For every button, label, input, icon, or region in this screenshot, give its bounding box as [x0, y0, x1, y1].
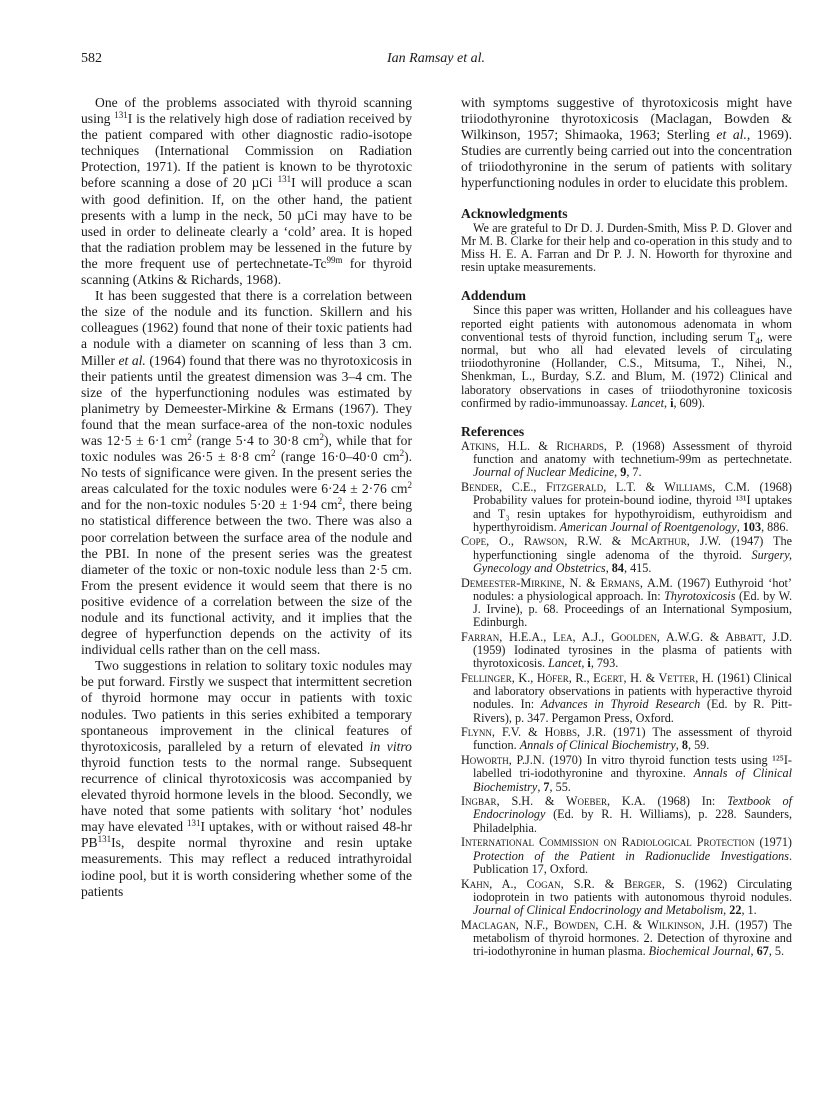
acknowledgments-section	[461, 222, 792, 275]
right-column	[461, 95, 792, 960]
reference-pages: , 793.	[590, 656, 619, 671]
paragraph-suggestions: Two suggestions in relation to solitary toxic nodules may be put forward. Firstly we suspect that intermittent secretion of thyroid hormone may occur in patients with toxic nodules. Two patients in this series exhibited a temporary spontaneous improvement in the clinical features of thyrotoxicosis, paralleled by a return of elevated in vitro thyroid function tests to the normal range. Subsequent recurrence of clinical thyrotoxicosis was accompanied by elevated thyroid hormone levels in the blood. Secondly, we have noted that some patients with solitary ‘hot’ nodules may have elevated $^{131}$I uptakes, with or without raised 48-hr PB$^{131}$Is, despite normal thyroxine and resin uptake measurements. This may reflect a reduced intrathyroidal iodine pool, but it is worth considering whether some of the patients	[81, 658, 412, 899]
reference-authors: Bender, C.E., Fitzgerald, L.T. & Williams, C.M.	[461, 480, 750, 495]
page-number: 582	[81, 51, 102, 66]
reference-item	[461, 836, 792, 876]
reference-pages: , 415.	[623, 560, 652, 575]
reference-volume: 8	[681, 738, 688, 753]
reference-journal: Thyrotoxicosis	[664, 588, 736, 603]
reference-title: (1957) The metabolism of thyroid hormones. 2. Detection of thyroxine and tri-iodothyronine in human plasma.	[473, 917, 792, 959]
references-list	[461, 440, 792, 958]
reference-authors: Maclagan, N.F., Bowden, C.H. & Wilkinson, J.H.	[461, 917, 730, 932]
paragraph-radiation-dose: One of the problems associated with thyroid scanning using $^{131}$I is the relatively high dose of radiation received by the patient compared with other diagnostic radio-isotope techniques (International Commission on Radiation Protection, 1971). If the patient is known to be thyrotoxic before scanning a dose of 20 µCi $^{131}$I will produce a scan with good definition. If, on the other hand, the patient presents with a lump in the neck, 50 µCi may have to be used in order to delineate clearly a ‘cold’ area. It is hoped that the radiation problem may be lessened in the future by the more frequent use of pertechnetate-$Tc^{99m}$ for thyroid scanning (Atkins & Richards, 1968).	[81, 95, 412, 288]
reference-journal: Surgery, Gynecology and Obstetrics	[473, 547, 792, 575]
reference-item: Cope, O., Rawson, R.W. & McArthur, J.W. (1947) The hyperfunctioning single adenoma of the thyroid. Surgery, Gynecology and Obstetrics, 84, 415.	[461, 534, 792, 575]
reference-journal: Protection of the Patient in Radionuclide Investigations	[473, 848, 789, 863]
reference-authors: Atkins, H.L. & Richards, P.	[461, 439, 624, 453]
reference-volume: 84	[611, 560, 624, 575]
reference-authors: Flynn, F.V. & Hobbs, J.R.	[461, 725, 607, 740]
reference-pages: , 1.	[741, 902, 757, 917]
reference-journal: Annals of Clinical Biochemistry	[519, 738, 676, 753]
reference-journal: Lancet	[548, 656, 582, 671]
reference-title: (1961) Clinical and laboratory observations in patients with hyperactive thyroid nodules. In:	[473, 670, 792, 712]
addendum-text: Since this paper was written, Hollander and his colleagues have reported eight patients with autonomous adenomata in whom conventional tests of thyroid function, including serum $T_4$, were normal, but who all had elevated levels of circulating triiodothyronine (Hollander, C.S., Mitsuma, T., Nihei, N., Shenkman, L., Burday, S.Z. and Blum, M. (1972) Clinical and laboratory observations in cases of triiodothyronine toxicosis confirmed by radio-immunoassay. Lancet, i, 609).	[461, 303, 792, 410]
reference-authors: Howorth, P.J.N.	[461, 753, 545, 768]
reference-item: Maclagan, N.F., Bowden, C.H. & Wilkinson, J.H. (1957) The metabolism of thyroid hormones. 2. Detection of thyroxine and tri-iodothyronine in human plasma. Biochemical Journal, 67, 5.	[461, 917, 792, 959]
reference-journal: Journal of Nuclear Medicine	[473, 465, 615, 480]
reference-title: (1947) The hyperfunctioning single adenoma of the thyroid.	[473, 534, 792, 562]
acknowledgments-heading: Acknowledgments	[461, 205, 568, 221]
reference-volume: i	[587, 656, 591, 671]
reference-title: (1968) Probability values for protein-bound iodine, thyroid ¹³¹I uptakes and T₃ resin uptakes for hypothyroidism, euthyroidism and hyperthyroidism.	[473, 480, 792, 534]
reference-pages: (Ed. by R. H. Williams), p. 228. Saunders, Philadelphia.	[473, 807, 792, 835]
references-heading: References	[461, 424, 525, 439]
reference-authors: Fellinger, K., Höfer, R., Egert, H. & Vetter, H.	[461, 670, 714, 685]
reference-journal: American Journal of Roentgenology	[559, 519, 737, 534]
addendum-heading: Addendum	[461, 288, 526, 304]
running-title: Ian Ramsay et al.	[387, 51, 485, 66]
reference-pages: , 55.	[549, 779, 571, 794]
reference-volume: 67	[756, 944, 769, 959]
reference-pages: (Ed. by R. Pitt-Rivers), p. 347. Pergamon Press, Oxford.	[473, 697, 793, 725]
reference-title: (1971)	[754, 835, 792, 850]
reference-title: (1962) Circulating iodoprotein in two patients with autonomous thyroid nodules.	[473, 876, 792, 904]
reference-pages: , 886.	[761, 519, 789, 534]
reference-volume: 22	[729, 902, 742, 917]
reference-item	[461, 577, 792, 630]
reference-item: Bender, C.E., Fitzgerald, L.T. & Williams, C.M. (1968) Probability values for protein-bound iodine, thyroid ¹³¹I uptakes and T₃ resin uptakes for hypothyroidism, euthyroidism and hyperthyroidism. American Journal of Roentgenology, 103, 886.	[461, 480, 792, 534]
reference-authors: Demeester-Mirkine, N. & Ermans, A.M.	[461, 575, 673, 590]
reference-authors: Farran, H.E.A., Lea, A.J., Goolden, A.W.G. & Abbatt, J.D.	[461, 629, 792, 644]
reference-journal: Advances in Thyroid Research	[540, 697, 701, 712]
reference-volume: 7	[543, 779, 550, 794]
reference-title: (1970) In vitro thyroid function tests using ¹²⁵I-labelled tri-iodothyronine and thyroxine.	[473, 753, 792, 781]
reference-journal: Journal of Clinical Endocrinology and Metabolism	[473, 902, 724, 917]
reference-item: Flynn, F.V. & Hobbs, J.R. (1971) The assessment of thyroid function. Annals of Clinical Biochemistry, 8, 59.	[461, 725, 792, 753]
acknowledgments-text: We are grateful to Dr D. J. Durden-Smith, Miss P. D. Glover and Mr M. B. Clarke for their help and co-operation in this study and to Miss H. E. A. Farran and Dr P. J. N. Howorth for thyroxine and resin uptake measurements.	[461, 220, 792, 275]
reference-item: Atkins, H.L. & Richards, P. (1968) Assessment of thyroid function and anatomy with technetium-99m as pertechnetate. Journal of Nuclear Medicine, 9, 7.	[461, 439, 792, 480]
reference-volume: 9	[620, 465, 627, 480]
paragraph-nodule-size: It has been suggested that there is a correlation between the size of the nodule and its function. Skillern and his colleagues (1962) found that none of their toxic patients had a nodule with a diameter on scanning of less than 3 cm. Miller et al. (1964) found that there was no thyrotoxicosis in their patients until the greatest dimension was 3–4 cm. The size of the hyperfunctioning nodules was estimated by planimetry by Demeester-Mirkine & Ermans (1967). They found that the mean surface-area of the non-toxic nodules was 12·5 ± 6·1 $cm^2$ (range 5·4 to 30·8 $cm^2$), while that for toxic nodules was 26·5 ± 8·8 $cm^2$ (range 16·0–40·0 $cm^2$). No tests of significance were given. In the present series the areas calculated for the toxic nodules were 6·24 ± 2·76 $cm^2$ and for the non-toxic nodules 5·20 ± 1·94 $cm^2$, there being no statistical difference between the two. There was also a poor correlation between the surface area of the nodule and the PBI. In none of the present series was the greatest diameter of the toxic or non-toxic nodule less than 2·5 cm. From the present evidence it would seem that there is no positive evidence of a correlation between the size of the nodule and its functional activity, and it implies that the degree of hyperfunction depends on the activity of its individual cells rather than on the cell mass.	[81, 288, 413, 658]
left-column	[81, 95, 412, 900]
reference-item: Farran, H.E.A., Lea, A.J., Goolden, A.W.G. & Abbatt, J.D. (1959) Iodinated tyrosines in the plasma of patients with thyrotoxicosis. Lancet, i, 793.	[461, 629, 792, 671]
paragraph-continuation: with symptoms suggestive of thyrotoxicosis might have triiodothyronine thyrotoxicosis (Maclagan, Bowden & Wilkinson, 1957; Shimaoka, 1963; Sterling et al., 1969). Studies are currently being carried out into the concentration of triiodothyronine in the serum of patients with solitary hyperfunctioning nodules in order to elucidate this problem.	[461, 95, 792, 191]
reference-title: (1971) The assessment of thyroid function.	[473, 725, 792, 753]
reference-pages: (Ed. by W. J. Irvine), p. 68. Proceedings of an International Symposium, Edinburgh.	[473, 588, 792, 630]
reference-pages: , 7.	[626, 465, 642, 480]
reference-authors: Kahn, A., Cogan, S.R. & Berger, S.	[461, 876, 685, 891]
page-header	[81, 51, 791, 71]
reference-journal: Textbook of Endocrinology	[473, 794, 792, 822]
addendum-section	[461, 304, 792, 410]
reference-authors: International Commission on Radiological Protection	[461, 835, 755, 850]
reference-pages: , 59.	[687, 738, 710, 753]
reference-authors: Ingbar, S.H. & Woeber, K.A.	[461, 794, 646, 809]
reference-title: (1967) Euthyroid ‘hot’ nodules: a physiological approach. In:	[473, 575, 792, 603]
reference-journal: Annals of Clinical Biochemistry	[473, 766, 792, 794]
reference-title: (1959) Iodinated tyrosines in the plasma of patients with thyrotoxicosis.	[473, 643, 792, 671]
reference-journal: Biochemical Journal	[648, 944, 751, 959]
reference-item	[461, 795, 792, 835]
reference-title: (1968) In:	[645, 794, 728, 809]
reference-pages: , 5.	[768, 944, 785, 959]
reference-pages: . Publication 17, Oxford.	[473, 848, 792, 876]
reference-item: Kahn, A., Cogan, S.R. & Berger, S. (1962) Circulating iodoprotein in two patients with autonomous thyroid nodules. Journal of Clinical Endocrinology and Metabolism, 22, 1.	[461, 876, 792, 917]
reference-authors: Cope, O., Rawson, R.W. & McArthur, J.W.	[461, 534, 721, 549]
reference-item: Howorth, P.J.N. (1970) In vitro thyroid function tests using ¹²⁵I-labelled tri-iodothyronine and thyroxine. Annals of Clinical Biochemistry, 7, 55.	[461, 753, 792, 794]
reference-title: (1968) Assessment of thyroid function and anatomy with technetium-99m as pertechnetate.	[473, 439, 792, 467]
reference-item	[461, 672, 792, 725]
reference-volume: 103	[742, 519, 762, 534]
